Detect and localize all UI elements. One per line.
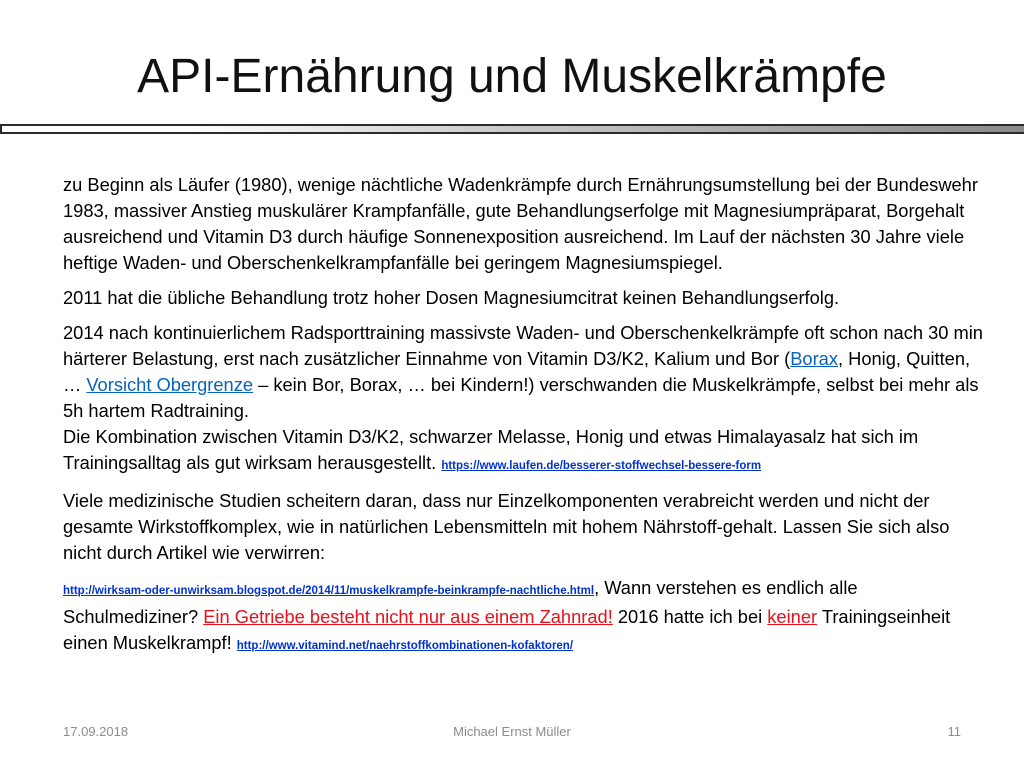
paragraph-6-text-a: , Wann verstehen es endlich alle Schulmediziner?: [63, 577, 858, 627]
paragraph-6-text-b: 2016 hatte ich bei: [612, 606, 768, 627]
paragraph-1: zu Beginn als Läufer (1980), wenige nächtliche Wadenkrämpfe durch Ernährungsumstellung bei der Bundeswehr 1983, massiver Anstieg muskulärer Krampfanfälle, gute Behandlungserfolge mit Magnesiumpräparat, Borgehalt ausreichend und Vitamin D3 durch häufige Sonnenexposition ausreichend. Im Lauf der nächsten 30 Jahre viele heftige Waden- und Oberschenkelkrampfanfälle bei geringem Magnesiumspiegel.: [63, 174, 978, 273]
vorsicht-obergrenze-link[interactable]: Vorsicht Obergrenze: [86, 374, 254, 395]
paragraph-3-text-b: , Honig, Quitten, …: [63, 348, 971, 395]
wirksam-blog-link[interactable]: http://wirksam-oder-unwirksam.blogspot.de/2014/11/muskelkrampfe-beinkrampfe-nachtliche.html: [63, 585, 595, 597]
paragraph-3-text-a: 2014 nach kontinuierlichem Radsporttraining massivste Waden- und Oberschenkelkrämpfe oft schon nach 30 min härterer Belastung, erst nach zusätzlicher Einnahme von Vitamin D3/K2, Kalium und Bor (: [63, 322, 983, 369]
paragraph-4-text: Die Kombination zwischen Vitamin D3/K2, schwarzer Melasse, Honig und etwas Himalayasalz hat sich im Trainingsalltag als gut wirksam herausgestellt.: [63, 426, 919, 473]
paragraph-3: [63, 320, 993, 424]
borax-link[interactable]: Borax: [790, 348, 838, 369]
laufen-link[interactable]: https://www.laufen.de/besserer-stoffwechsel-bessere-form: [441, 460, 762, 472]
keiner-link[interactable]: keiner: [767, 606, 818, 627]
title-divider: [0, 124, 1024, 134]
paragraph-4: [63, 424, 993, 479]
paragraph-6: [63, 575, 993, 659]
paragraph-5: Viele medizinische Studien scheitern daran, dass nur Einzelkomponenten verabreicht werden und nicht der gesamte Wirkstoffkomplex, wie in natürlichen Lebensmitteln mit hohem Nährstoff-gehalt. Lassen Sie sich also nicht durch Artikel wie verwirren:: [63, 490, 950, 563]
vitamind-link[interactable]: http://www.vitamind.net/naehrstoffkombinationen-kofaktoren/: [236, 640, 574, 652]
paragraph-6-text-c: Trainingseinheit einen Muskelkrampf!: [63, 606, 951, 653]
slide-body: [63, 172, 993, 668]
getriebe-link[interactable]: Ein Getriebe besteht nicht nur aus einem Zahnrad!: [203, 606, 613, 627]
footer-date: 17.09.2018: [63, 724, 129, 739]
paragraph-2: 2011 hat die übliche Behandlung trotz hoher Dosen Magnesiumcitrat keinen Behandlungserfolg.: [63, 287, 840, 308]
slide-title: API-Ernährung und Muskelkrämpfe: [137, 50, 887, 103]
footer-author: Michael Ernst Müller: [453, 724, 571, 739]
paragraph-3-text-c: – kein Bor, Borax, … bei Kindern!) verschwanden die Muskelkrämpfe, selbst bei mehr als 5h hartem Radtraining.: [63, 374, 979, 421]
footer-page-number: 11: [947, 724, 961, 739]
divider-cap: [0, 124, 6, 134]
